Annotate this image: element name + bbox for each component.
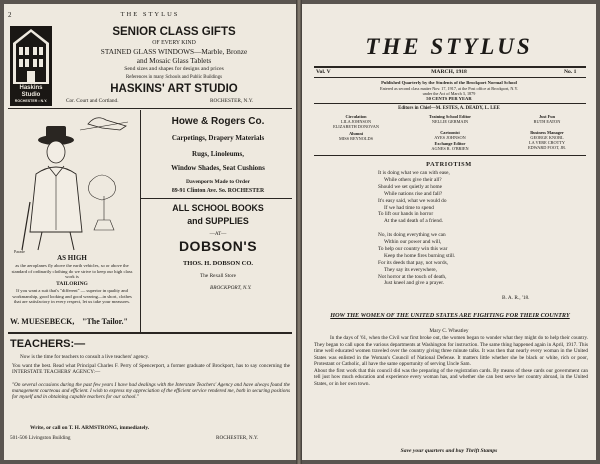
page-number: 2 [8,11,12,19]
poem-line: Not horror at the touch of death, [378,273,447,280]
poem-line: Keep the home fires burning still. [384,252,456,259]
logo-line2: Studio [21,91,41,98]
dobson-town: BROCKPORT, N.Y. [210,285,252,291]
teachers-cta: Write, or call on T. H. ARMSTRONG, immediately. [30,425,150,431]
staff-role: Exchange Editor [434,141,466,146]
teachers-quote: "On several occasions during the past few years I have had dealings with the Interstate Teachers' Agency and have always found the management courteous and efficient. I wish to express my appreciation of the efficient service rendered me, both in securing positions for myself and in obtaining capable teachers for our school." [12,382,290,401]
masthead-rule [314,77,586,78]
staff-training [410,114,490,124]
left-page [4,4,296,460]
publication-line: Published Quarterly by the Students of the Brockport Normal School [381,80,517,85]
staff-circulation [318,114,394,129]
teachers-p2: You want the best. Read what Principal Charles F. Perry of Spencerport, a former graduate of Brockport, has to say concerning the INTERSTATE TEACHERS' AGENCY:— [12,363,290,376]
article-author: Mary C. Wheatley [429,328,469,334]
staff-name: EDWARD FOOT, JR. [527,145,567,150]
staff-cartoonist [410,130,490,140]
poem-line: While nations rise and fall? [384,190,443,197]
staff-alumni [318,131,394,141]
staff-name: GEORGE KNOBL [530,135,564,140]
teachers-footer-left: 501-506 Livingston Building [10,435,71,441]
howe-line2: Rugs, Linoleums, [192,150,244,158]
staff-role: Circulation [345,114,367,119]
poem-line: To help our country win this war [378,245,448,252]
poem-line: No, its doing everything we can [378,232,446,239]
muesebeck-body: as the aeroplanes fly above the earth vehicles, so or above the standard of ordinarily clothing do we strive to keep our high class work is [11,263,133,279]
haskins-line4: Send sizes and shapes for designs and prices [124,66,224,72]
howe-title: Howe & Rogers Co. [171,116,265,127]
howe-line1: Carpetings, Drapery Materials [171,134,265,142]
logo-line1: Haskins [19,85,43,91]
article-title: HOW THE WOMEN OF THE UNITED STATES ARE FIGHTING FOR THEIR COUNTRY [330,312,570,319]
muesebeck-tagline: "The Tailor." [82,317,128,326]
entry-line: Entered as second class matter Nov. 17, 1917, at the Post office at Brockport, N.Y. [380,86,518,91]
poem-line: To lift our hands in horror [378,211,434,218]
muesebeck-headline: AS HIGH [57,254,87,262]
logo-line3: ROCHESTER • N.Y. [14,99,48,103]
teachers-heading: TEACHERS:— [10,338,86,350]
staff-name: MISS REYNOLDS [338,136,374,141]
divider [8,332,292,334]
poem-line: While others give their all? [384,176,442,183]
staff-just-fun [512,114,582,124]
staff-name: ELIZABETH DONOVAN [333,124,379,129]
staff-role: Business Manager [530,130,564,135]
staff-name: LA VERE CROTTY [529,140,565,145]
masthead: THE STYLUS [365,34,533,59]
haskins-headline: SENIOR CLASS GIFTS [112,26,236,38]
poem-stanza-break [378,225,558,232]
teachers-footer-right: ROCHESTER, N.Y. [216,435,259,441]
poem-author: B. A. R., '18. [502,295,530,301]
poem-line: Within our power and will, [384,239,442,246]
staff-name: AYES JOHNSON [434,135,466,140]
haskins-address-right: ROCHESTER, N.Y. [210,98,254,104]
howe-line3: Window Shades, Seat Cushions [171,164,265,172]
staff-name: AGNES R. O'BRIEN [431,146,469,151]
haskins-line1: OF EVERY KIND [152,40,196,46]
right-page [302,4,596,460]
issue-date: MARCH, 1918 [431,69,467,75]
editors-in-chief: Editors in Chief—M. ESTES, A. DEADY, L. LEE [398,106,500,111]
poem-line: Just kneel and give a prayer. [384,280,445,287]
price: 50 CENTS PER YEAR [426,96,472,101]
divider [8,108,292,109]
poem-title: PATRIOTISM [426,161,472,168]
issue-number: No. 1 [564,69,577,75]
dobson-line2: and SUPPLIES [187,216,249,226]
teachers-p1: Now is the time for teachers to consult a live teachers' agency. [20,354,150,360]
man-illustration [8,112,136,254]
poem [378,170,558,287]
footer-slogan: Save your quarters and buy Thrift Stamps [400,448,498,454]
haskins-studio-name: HASKINS' ART STUDIO [110,83,238,95]
poem-line: It's easy said, what we would do [378,197,447,204]
staff-role: Cartoonist [440,130,460,135]
staff-role: Alumni [349,131,363,136]
dobson-line1: ALL SCHOOL BOOKS [172,203,264,213]
muesebeck-sub: TAILORING [56,281,88,287]
volume: Vol. V [316,69,331,75]
haskins-line5: References in many Schools and Public Buildings [126,75,222,80]
poem-line: For its deeds that pay, not words, [378,259,448,266]
poem-line: Should we set quietly at home [378,183,442,190]
column-divider [140,110,141,332]
svg-text:Parade: Parade [14,249,25,254]
staff-role: Training School Editor [428,114,472,119]
haskins-line3: and Mosaic Glass Tablets [136,56,212,65]
muesebeck-body2: If you want a suit that's "different" — superior in quality and workmanship, good looking and good wearing—in short, clothes that are satisfactory in every respect, let us take your measures. [12,288,132,304]
dobson-owner: THOS. H. DOBSON CO. [182,260,254,267]
masthead-rule [314,66,586,68]
howe-address: 89-91 Clinton Ave. So. ROCHESTER [171,188,265,194]
staff-name: RUTH EATON [533,119,561,124]
staff-role: Just Fun [538,114,556,119]
poem-line: At the sad death of a friend. [384,218,443,225]
staff-business [512,130,582,150]
dobson-name: DOBSON'S [178,238,258,254]
article-body: In the days of '61, when the Civil war first broke out, the women began to wonder what they might do to help their country. They began to call upon the various departments at Washington for instruction. The same thing happened again in April, 1917. This time well educated women traveled over the country giving three minute talks. It was then that nearly every woman in the United States was enlisted in the Woman's Council of National Defense. It matters little whether she be black or white, rich or poor, Protestant or Catholic, all have the same opportunity of serving Uncle Sam. About the first work that this council did was the preparing of the registration cards. By means of these cards our government can tell just how much education and experience every woman has, and whether she can best serve her country abroad, in the United States, or in her own town. [314,335,588,387]
divider [314,155,586,156]
poem-line: It is doing what we can with ease, [378,170,450,176]
howe-line4: Davenports Made to Order [185,179,250,185]
divider [141,198,292,199]
muesebeck-name: W. MUESEBECK, [10,317,75,326]
divider [314,103,586,104]
act-line: under the Act of March 3, 1879 [422,91,476,96]
staff-name: NELLIE GERMAIN [431,119,469,124]
running-head: THE STYLUS [120,11,180,18]
poem-line: If we had time to spend [384,204,434,211]
haskins-line2: STAINED GLASS WINDOWS—Marble, Bronze [100,47,248,56]
poem-line: They say its everywhere, [384,266,437,273]
staff-name: LILA JOHNSON [340,119,372,124]
dobson-at: —AT— [209,231,227,237]
haskins-address-left: Cor. Court and Cortland. [66,98,119,104]
dobson-store: The Rexall Store [200,273,236,279]
staff-exchange [410,141,490,151]
